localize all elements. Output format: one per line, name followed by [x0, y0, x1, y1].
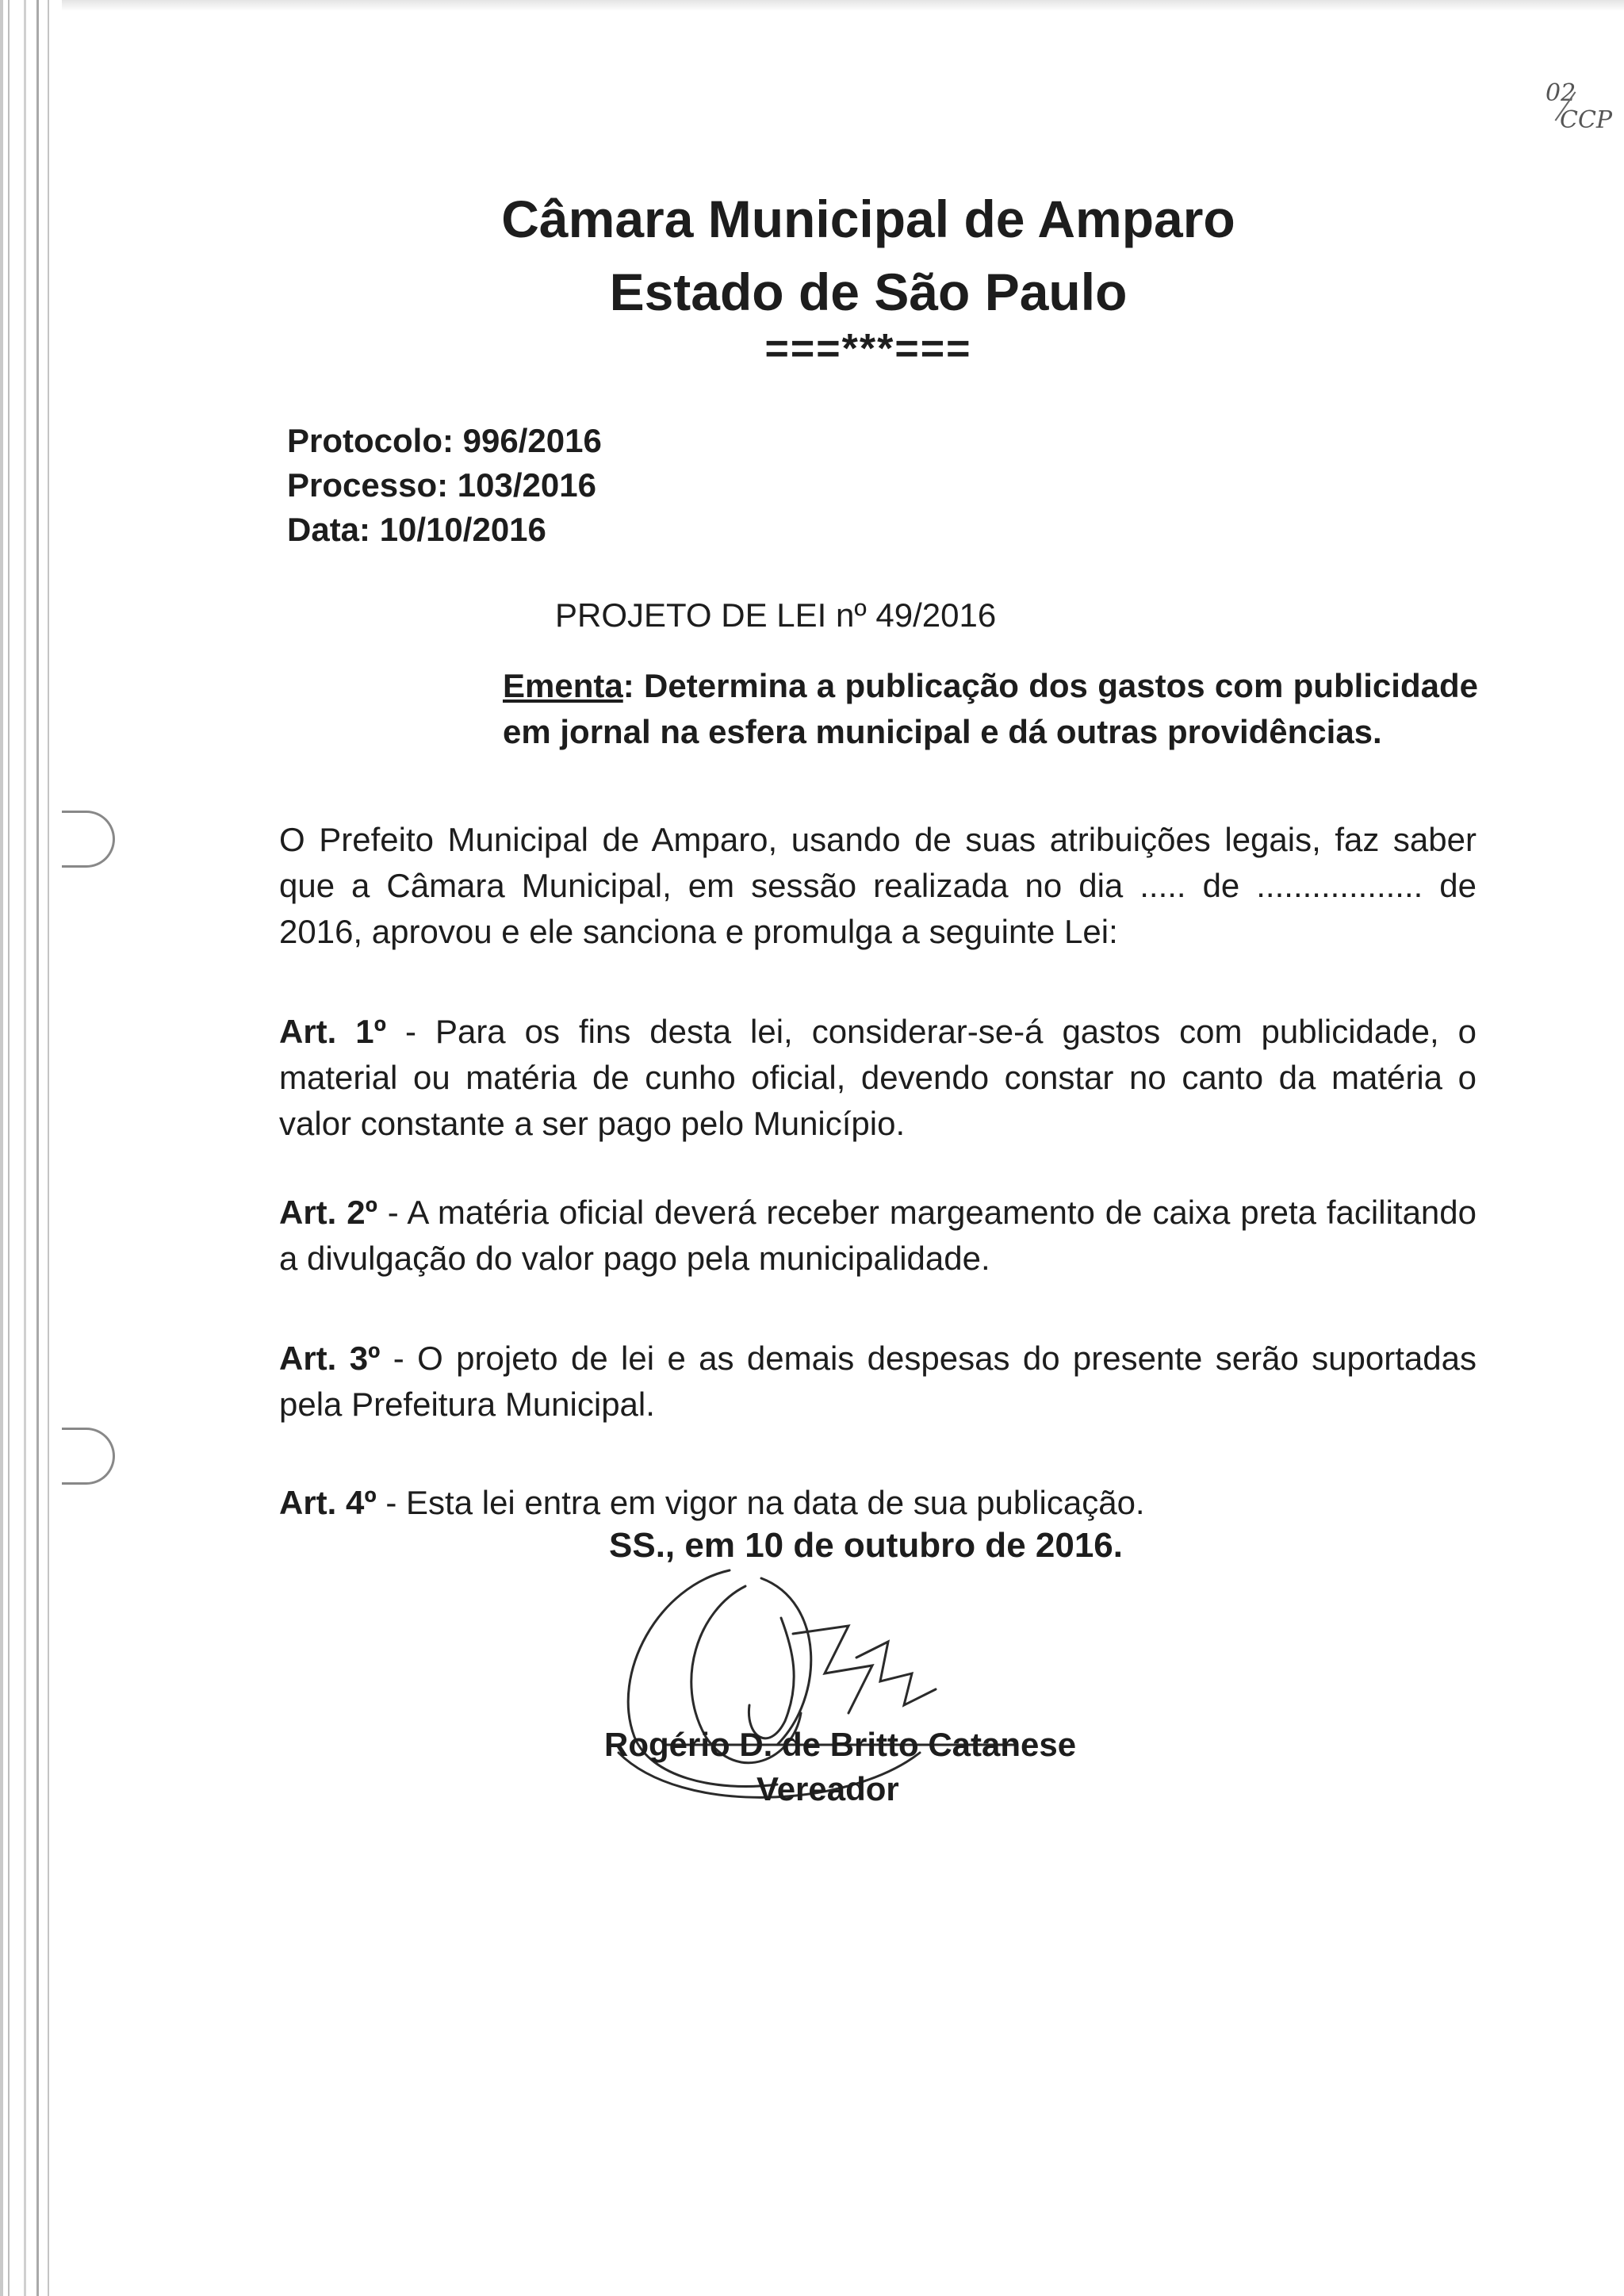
header-state: Estado de São Paulo [609, 263, 1128, 321]
binder-margin [0, 0, 62, 2296]
header-institution: Câmara Municipal de Amparo [501, 190, 1235, 248]
ementa-text: : Determina a publicação dos gastos com publicidade em jornal na esfera municipal e dá outras providências. [503, 667, 1478, 750]
header-ornament: ===***=== [764, 326, 972, 372]
document-meta [287, 419, 602, 552]
closing-date: SS., em 10 de outubro de 2016. [609, 1526, 1123, 1565]
data: Data: 10/10/2016 [287, 511, 546, 548]
protocolo: Protocolo: 996/2016 [287, 422, 602, 459]
article-2: Art. 2º - A matéria oficial deverá receber margeamento de caixa preta facilitando a divulgação do valor pago pela municipalidade. [279, 1194, 1477, 1277]
ementa-label: Ementa [503, 667, 623, 704]
signer-name: Rogério D. de Britto Catanese [604, 1726, 1077, 1763]
signer-role: Vereador [756, 1770, 899, 1807]
page-title: PROJETO DE LEI nº 49/2016 [555, 596, 997, 634]
punch-hole [62, 811, 115, 868]
article-1: Art. 1º - Para os fins desta lei, considerar-se-á gastos com publicidade, o material ou matéria de cunho oficial, devendo constar no canto da matéria o valor constante a ser pago pelo Município. [279, 1013, 1477, 1142]
article-4: Art. 4º - Esta lei entra em vigor na data de sua publicação. [279, 1484, 1145, 1521]
scan-edge [62, 0, 1624, 11]
punch-hole [62, 1428, 115, 1485]
ementa [503, 663, 1478, 755]
handwritten-margin-note: 02 CCP [1545, 79, 1613, 134]
article-3: Art. 3º - O projeto de lei e as demais despesas do presente serão suportadas pela Prefeitura Municipal. [279, 1340, 1477, 1423]
processo: Processo: 103/2016 [287, 466, 596, 504]
intro-paragraph: O Prefeito Municipal de Amparo, usando de suas atribuições legais, faz saber que a Câmara Municipal, em sessão realizada no dia ..... de .................. de 2016, aprovou e ele sanciona e promulga a seguinte Lei: [279, 821, 1477, 950]
